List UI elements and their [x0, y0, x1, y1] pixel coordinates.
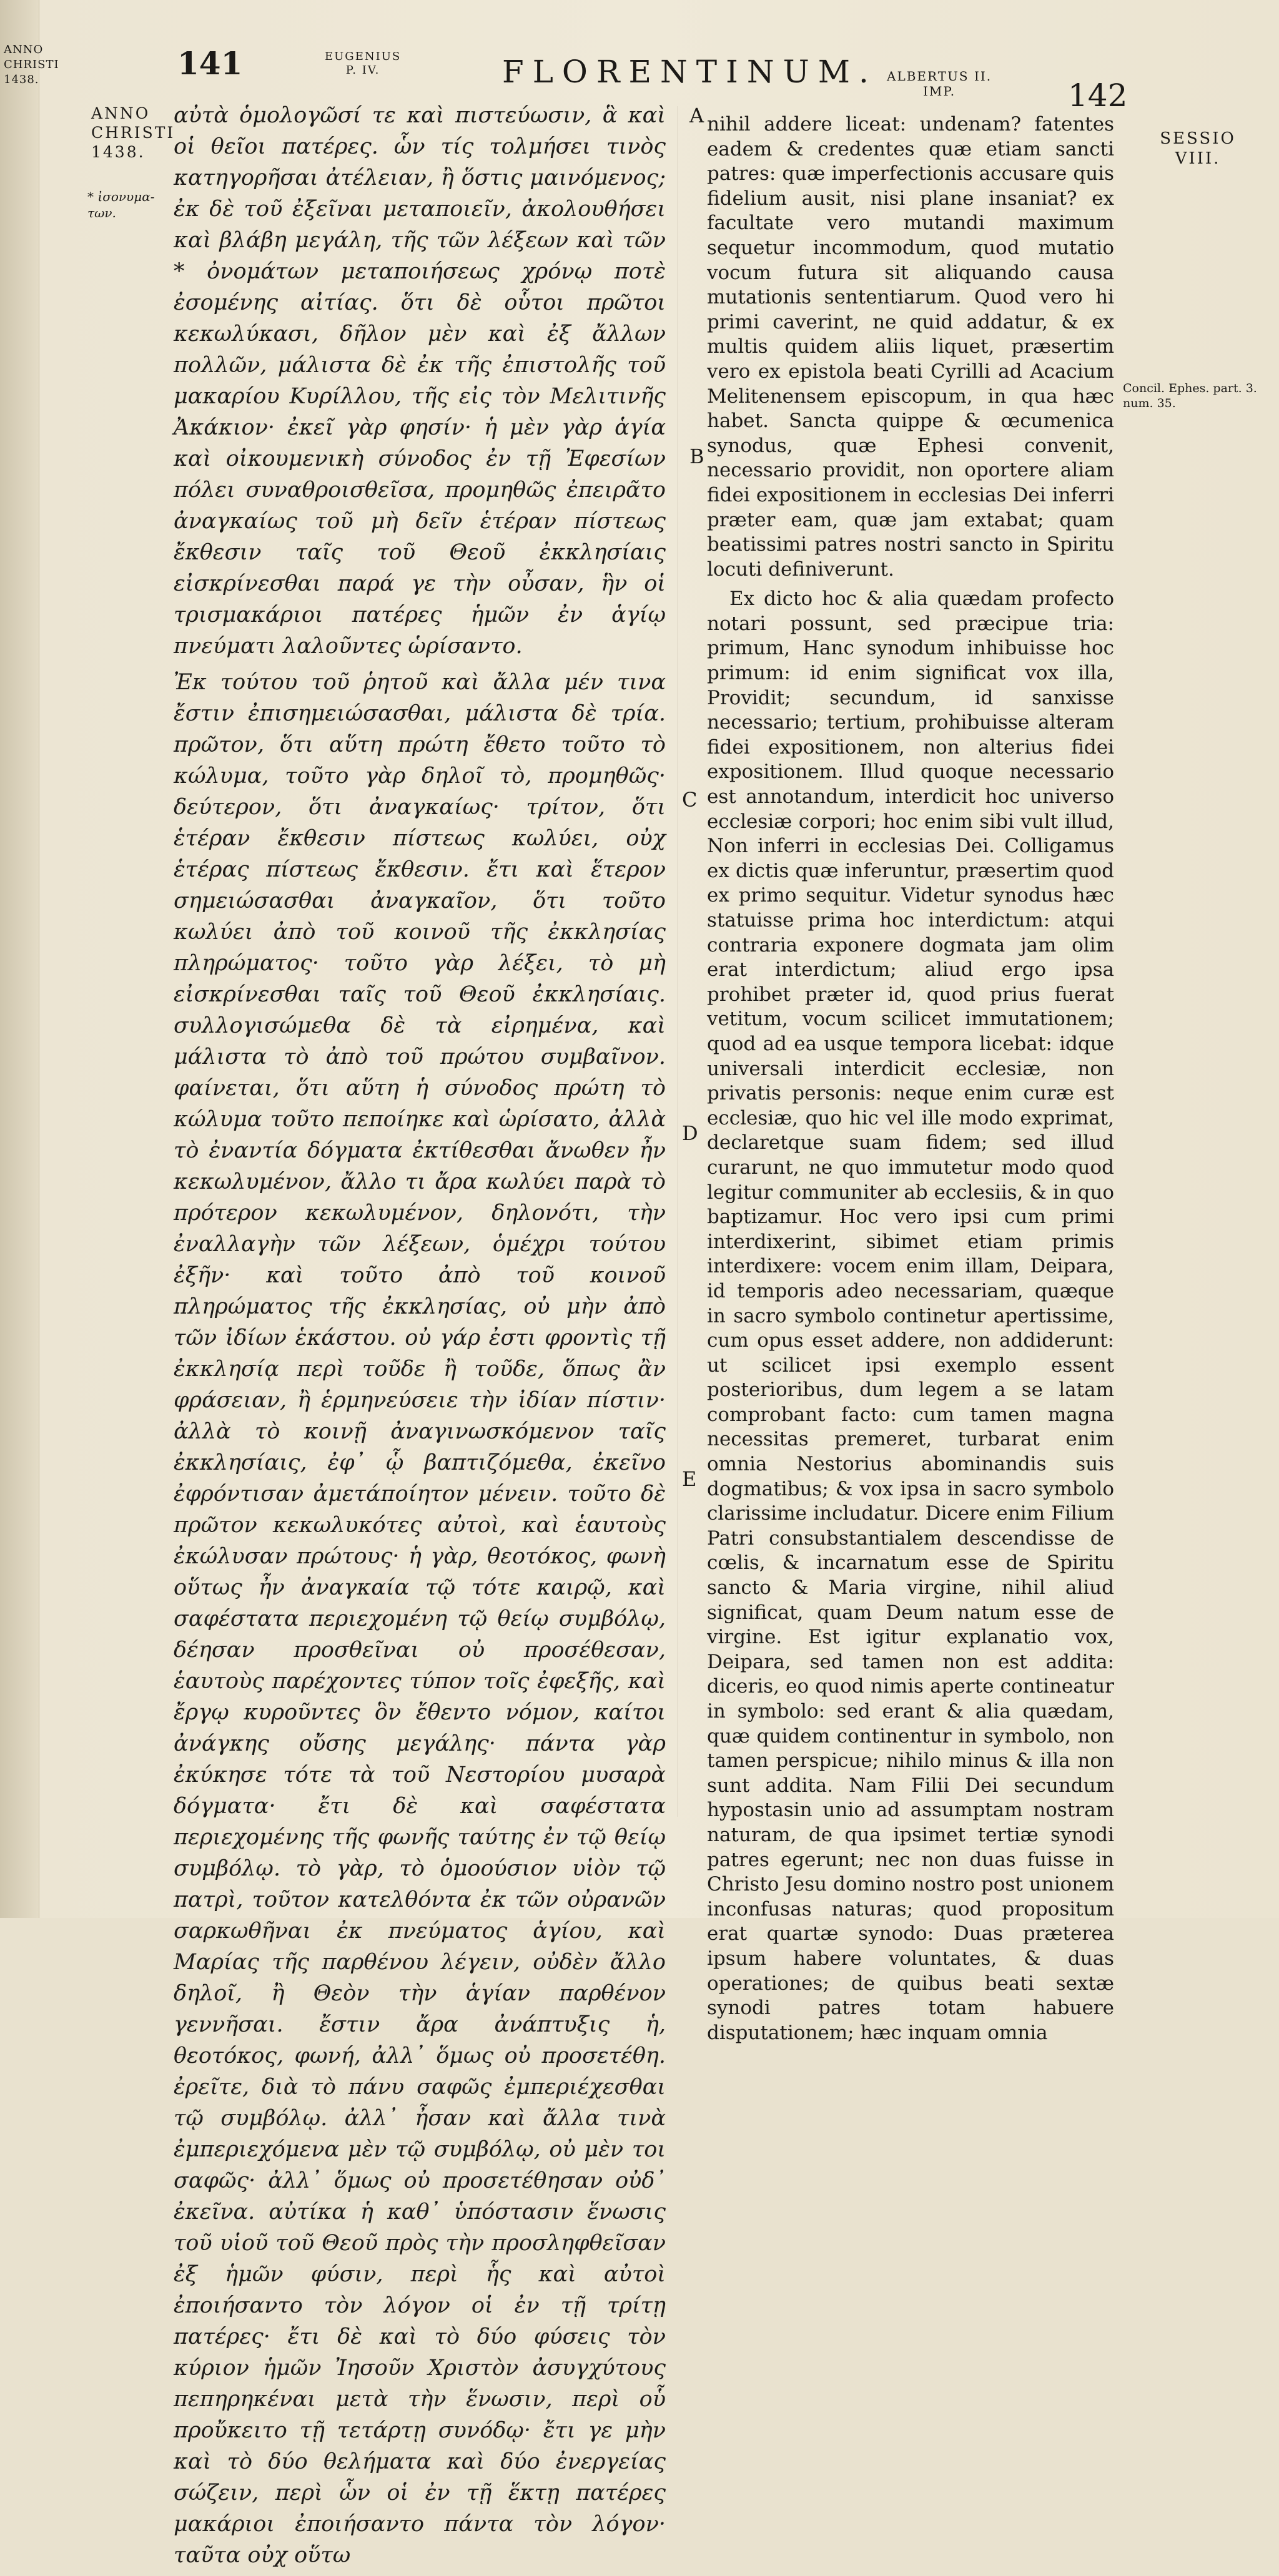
column-divider [677, 106, 678, 1817]
latin-column [707, 112, 1114, 2050]
previous-page-edge [0, 0, 59, 1918]
section-letter-d: D [682, 1121, 698, 1145]
page-number-left: 141 [177, 45, 243, 82]
section-letter-c: C [682, 788, 698, 812]
greek-paragraph: αὐτὰ ὁμολογῶσί τε καὶ πιστεύωσιν, ἃ καὶ οἱ θεῖοι πατέρες. ὧν τίς τολμήσει τινὸς κατηγορῆσαι ἀτέλειαν, ἢ ὅστις μαινόμενος; ἐκ δὲ τοῦ ἐξεῖναι μεταποιεῖν, ἀκολουθήσει καὶ βλάβη μεγάλη, τῆς τῶν λέξεων καὶ τῶν * ὀνομάτων μεταποιήσεως χρόνῳ ποτὲ ἐσομένης αἰτίας. ὅτι δὲ οὗτοι πρῶτοι κεκωλύκασι, δῆλον μὲν καὶ ἐξ ἄλλων πολλῶν, μάλιστα δὲ ἐκ τῆς ἐπιστολῆς τοῦ μακαρίου Κυρίλλου, τῆς εἰς τὸν Μελιτινῆς Ἀκάκιον· ἐκεῖ γὰρ φησίν· ἡ μὲν γὰρ ἁγία καὶ οἰκουμενικὴ σύνοδος ἐν τῇ Ἐφεσίων πόλει συναθροισθεῖσα, προμηθῶς ἐπειρᾶτο ἀναγκαίως τοῦ μὴ δεῖν ἑτέραν πίστεως ἔκθεσιν ταῖς τοῦ Θεοῦ ἐκκλησίαις εἰσκρίνεσθαι παρά γε τὴν οὖσαν, ἣν οἱ τρισμακάριοι πατέρες ἡμῶν ἐν ἁγίῳ πνεύματι λαλοῦντες ὡρίσαντο. [174, 103, 666, 659]
margin-footnote: * ἰσονυμα- των. [87, 189, 155, 220]
section-letter-a: A [689, 104, 704, 127]
margin-citation: Concil. Ephes. part. 3. num. 35. [1123, 381, 1257, 410]
section-letter-e: E [682, 1467, 697, 1491]
edge-margin-note: ANNO CHRISTI 1438. [4, 43, 59, 86]
running-head-emperor: ALBERTUS II. IMP. [887, 69, 992, 99]
greek-column [174, 100, 666, 2576]
page-number-right: 142 [1068, 77, 1128, 114]
running-head-pope: EUGENIUS P. IV. [325, 50, 402, 77]
latin-paragraph: nihil addere liceat: undenam? fatentes eadem & credentes quæ etiam sancti patres: quæ imperfectionis accusare quis fidelium ausit, nisi plane insaniat? ex facultate vero mutandi maximum sequetur incommodum, quod mutatio vocum futura sit aliquando causa mutationis sententiarum. Quod vero hi primi caverint, ne quid addatur, & ex multis quidem aliis liquet, præsertim vero ex epistola beati Cyrilli ad Acacium Melitenensem episcopum, in qua hæc habet. Sancta quippe & œcumenica synodus, quæ Ephesi convenit, necessario providit, non oportere aliam fidei expositionem in ecclesias Dei inferri præter eam, quæ jam extabat; quam beatissimi patres nostri sancto in Spiritu locuti definiverunt. [707, 113, 1114, 581]
greek-paragraph: Ἐκ τούτου τοῦ ῥητοῦ καὶ ἄλλα μέν τινα ἔστιν ἐπισημειώσασθαι, μάλιστα δὲ τρία. πρῶτον, ὅτι αὕτη πρώτη ἔθετο τοῦτο τὸ κώλυμα, τοῦτο γὰρ δηλοῖ τὸ, προμηθῶς· δεύτερον, ὅτι ἀναγκαίως· τρίτον, ὅτι ἑτέραν ἔκθεσιν πίστεως κωλύει, οὐχ ἑτέρας πίστεως ἔκθεσιν. ἔτι καὶ ἕτερον σημειώσασθαι ἀναγκαῖον, ὅτι τοῦτο κωλύει ἀπὸ τοῦ κοινοῦ τῆς ἐκκλησίας πληρώματος· τοῦτο γὰρ λέξει, τὸ μὴ εἰσκρίνεσθαι ταῖς τοῦ Θεοῦ ἐκκλησίαις. συλλογισώμεθα δὲ τὰ εἰρημένα, καὶ μάλιστα τὸ ἀπὸ τοῦ πρώτου συμβαῖνον. φαίνεται, ὅτι αὕτη ἡ σύνοδος πρώτη τὸ κώλυμα τοῦτο πεποίηκε καὶ ὡρίσατο, ἀλλὰ τὸ ἐναντία δόγματα ἐκτίθεσθαι ἄνωθεν ἦν κεκωλυμένον, ἄλλο τι ἄρα κωλύει παρὰ τὸ πρότερον κεκωλυμένον, δηλονότι, τὴν ἐναλλαγὴν τῶν λέξεων, ὁμέχρι τούτου ἐξῆν· καὶ τοῦτο ἀπὸ τοῦ κοινοῦ πληρώματος τῆς ἐκκλησίας, οὐ μὴν ἀπὸ τῶν ἰδίων ἑκάστου. οὐ γάρ ἐστι φροντὶς τῇ ἐκκλησίᾳ περὶ τοῦδε ἢ τοῦδε, ὅπως ἂν φράσειαν, ἢ ἑρμηνεύσειε τὴν ἰδίαν πίστιν· ἀλλὰ τὸ κοινῇ ἀναγινωσκόμενον ταῖς ἐκκλησίαις, ἐφ᾽ ᾧ βαπτιζόμεθα, ἐκεῖνο ἐφρόντισαν ἀμετάποίητον μένειν. τοῦτο δὲ πρῶτον κεκωλυκότες αὐτοὶ, καὶ ἑαυτοὺς ἐκώλυσαν πρώτους· ἡ γὰρ, θεοτόκος, φωνὴ οὕτως ἦν ἀναγκαία τῷ τότε καιρῷ, καὶ σαφέστατα περιεχομένη τῷ θείῳ συμβόλῳ, δέησαν προσθεῖναι οὐ προσέθεσαν, ἑαυτοὺς παρέχοντες τύπον τοῖς ἐφεξῆς, καὶ ἔργῳ κυροῦντες ὃν ἔθεντο νόμον, καίτοι ἀνάγκης οὔσης μεγάλης· πάντα γὰρ ἐκύκησε τότε τὰ τοῦ Νεστορίου μυσαρὰ δόγματα· ἔτι δὲ καὶ σαφέστατα περιεχομένης τῆς φωνῆς ταύτης ἐν τῷ θείῳ συμβόλῳ. τὸ γὰρ, τὸ ὁμοούσιον υἱὸν τῷ πατρὶ, τοῦτον κατελθόντα ἐκ τῶν οὐρανῶν σαρκωθῆναι ἐκ πνεύματος ἁγίου, καὶ Μαρίας τῆς παρθένου λέγειν, οὐδὲν ἄλλο δηλοῖ, ἢ Θεὸν τὴν ἁγίαν παρθένον γεννῆσαι. ἔστιν ἄρα ἀνάπτυξις ἡ, θεοτόκος, φωνή, ἀλλ᾽ ὅμως οὐ προσετέθη. ἐρεῖτε, διὰ τὸ πάνυ σαφῶς ἐμπεριέχεσθαι τῷ συμβόλῳ. ἀλλ᾽ ἦσαν καὶ ἄλλα τινὰ ἐμπεριεχόμενα μὲν τῷ συμβόλῳ, οὐ μὲν τοι σαφῶς· ἀλλ᾽ ὅμως οὐ προσετέθησαν οὐδ᾽ ἐκεῖνα. αὐτίκα ἡ καθ᾽ ὑπόστασιν ἕνωσις τοῦ υἱοῦ τοῦ Θεοῦ πρὸς τὴν προσληφθεῖσαν ἐξ ἡμῶν φύσιν, περὶ ἧς καὶ αὐτοὶ ἐποιήσαντο τὸν λόγον οἱ ἐν τῇ τρίτῃ πατέρες· ἔτι δὲ καὶ τὸ δύο φύσεις τὸν κύριον ἡμῶν Ἰησοῦν Χριστὸν ἀσυγχύτους πεπηρηκέναι μετὰ τὴν ἕνωσιν, περὶ οὗ προὔκειτο τῇ τετάρτῃ συνόδῳ· ἔτι γε μὴν καὶ τὸ δύο θελήματα καὶ δύο ἐνεργείας σώζειν, περὶ ὧν οἱ ἐν τῇ ἕκτῃ πατέρες μακάριοι ἐποιήσαντο πάντα τὸν λόγον· ταῦτα οὐχ οὕτω [174, 670, 666, 2568]
margin-year-note: ANNO CHRISTI 1438. [91, 104, 175, 161]
latin-paragraph: Ex dicto hoc & alia quædam profecto notari possunt, sed præcipue tria: primum, Hanc synodum inhibuisse hoc primum: id enim significat vox illa, Providit; secundum, id sanxisse necessario; tertium, prohibuisse alteram fidei expositionem, non alterius fidei expositionem. Illud quoque necessario est annotandum, interdicit hoc universo ecclesiæ corpori; hoc enim sibi vult illud, Non inferri in ecclesias Dei. Colligamus ex dictis quæ inferuntur, præsertim quod ex primo sequitur. Videtur synodus hæc statuisse prima hoc interdictum: atqui contraria exponere dogmata jam olim erat interdictum; aliud ergo ipsa prohibet præter id, quod prius fuerat vetitum, vocum scilicet immutationem; quod ad ea usque tempora licebat: idque universali interdicit ecclesiæ, non privatis personis: neque enim curæ est ecclesiæ, quo hic vel ille modo exprimat, declaretque suam fidem; sed illud curarunt, ne quo immutetur modo quod legitur communiter ab ecclesiis, & in quo baptizamur. Hoc vero ipsi cum primi interdixerint, sibimet etiam primis interdixere: vocem enim illam, Deipara, id temporis adeo necessariam, quæque in sacro symbolo continetur apertissime, cum opus esset addere, non addiderunt: ut scilicet ipsi exemplo essent posterioribus, dum legem a se latam comprobant facto: cum tamen magna necessitas premeret, turbarat enim omnia Nestorius abominandis suis dogmatibus; & vox ipsa in sacro symbolo clarissime includatur. Dicere enim Filium Patri consubstantialem descendisse de cœlis, & incarnatum esse de Spiritu sancto & Maria virgine, nihil aliud significat, quam Deum natum esse de virgine. Est igitur explanatio vox, Deipara, sed tamen non est addita: diceris, eo quod nimis aperte contineatur in symbolo: sed erant & alia quædam, quæ quidem continentur in symbolo, non tamen perspicue; nihilo minus & illa non sunt addita. Nam Filii Dei secundum hypostasin unio ad assumptam nostram naturam, de qua ipsimet tertiæ synodi patres egerunt; nec non duas fuisse in Christo Jesu domino nostro post unionem inconfusas naturas; quod propositum erat quartæ synodo: Duas præterea ipsum habere voluntates, & duas operationes; de quibus beati sextæ synodi patres totam habuere disputationem; hæc inquam omnia [707, 587, 1114, 2044]
running-title: FLORENTINUM. [502, 54, 877, 90]
section-letter-b: B [689, 445, 704, 468]
margin-session-label: SESSIO VIII. [1160, 129, 1236, 168]
